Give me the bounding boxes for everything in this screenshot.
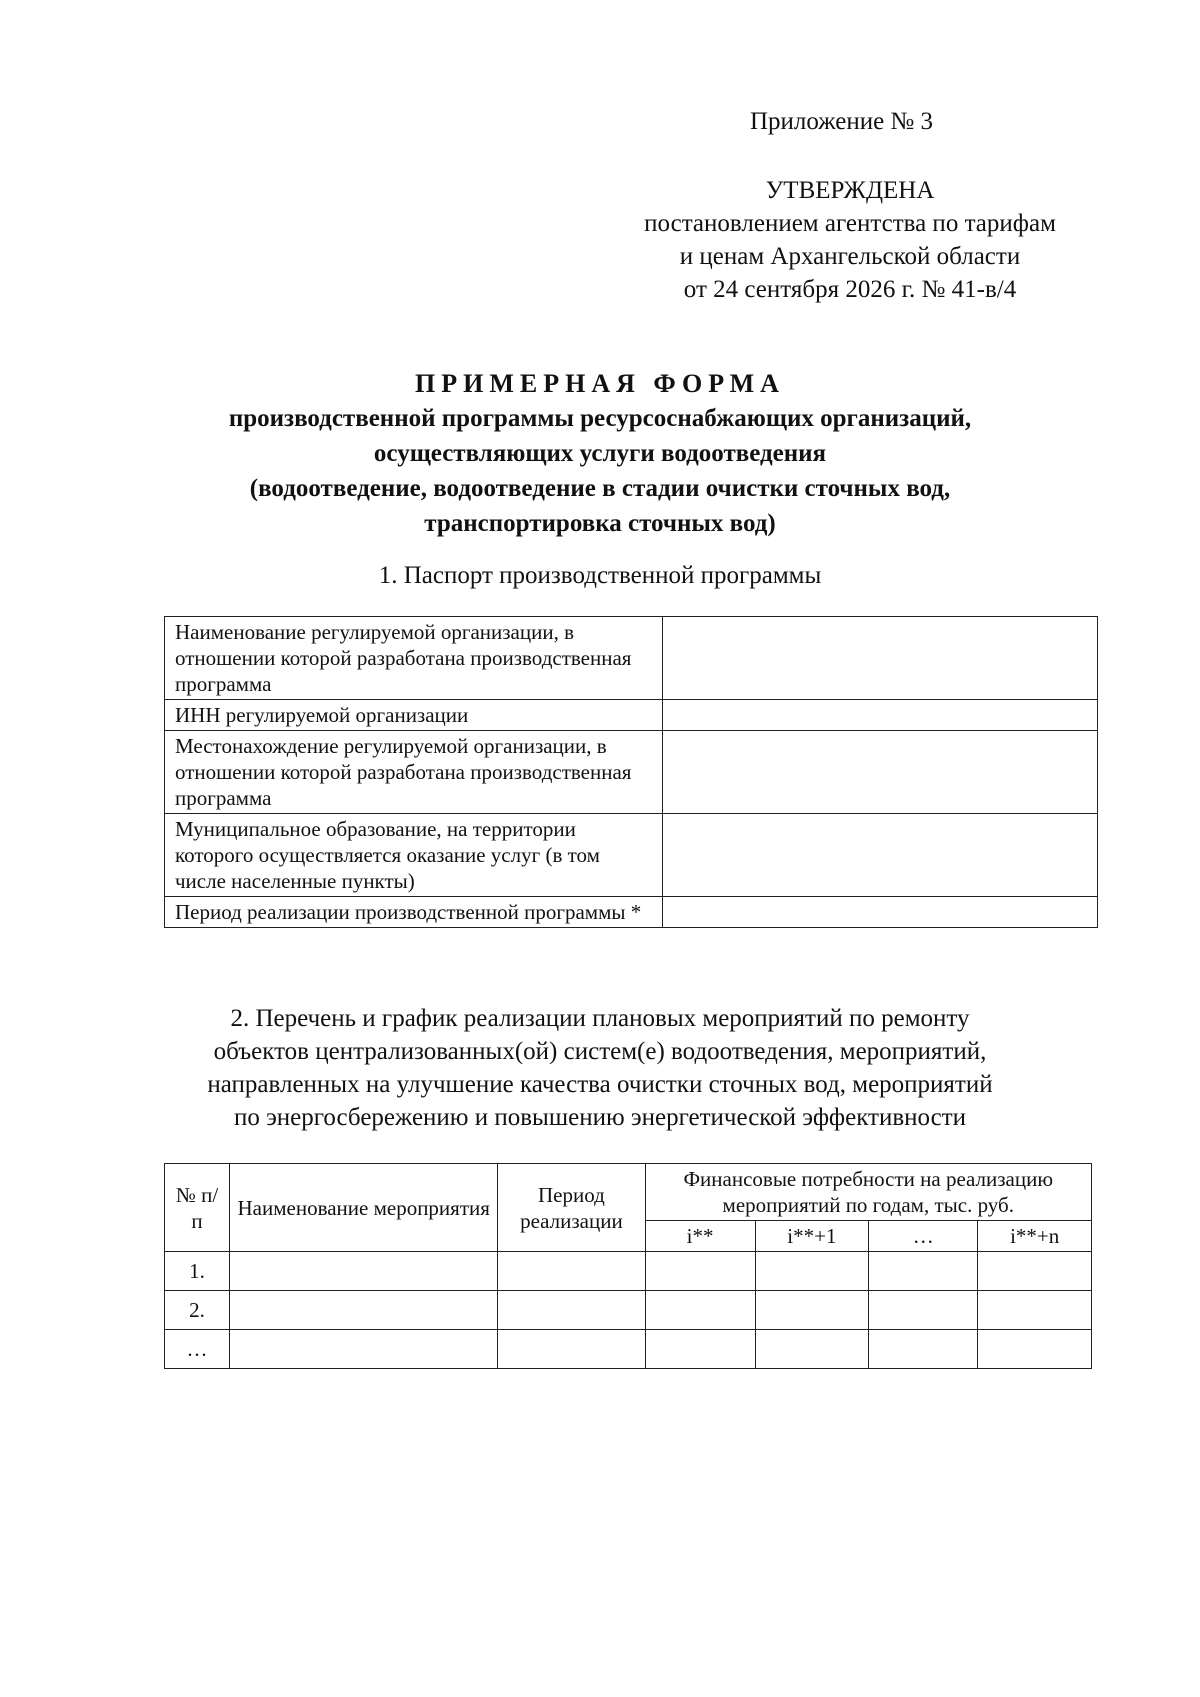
table-cell — [230, 1330, 498, 1369]
passport-value — [663, 897, 1098, 928]
header-finance: Финансовые потребности на реализацию мероприятий по годам, тыс. руб. — [645, 1164, 1092, 1221]
table-cell — [230, 1291, 498, 1330]
table-cell — [978, 1330, 1092, 1369]
section2-title-line: 2. Перечень и график реализации плановых мероприятий по ремонту — [230, 1005, 970, 1032]
table-cell — [645, 1291, 755, 1330]
table-cell — [755, 1252, 869, 1291]
table-cell — [645, 1252, 755, 1291]
section2-title — [140, 1002, 1060, 1134]
passport-label: Муниципальное образование, на территории которого осуществляется оказание услуг (в том числе населенные пункты) — [165, 814, 663, 897]
table-cell — [755, 1330, 869, 1369]
form-title — [150, 366, 1050, 541]
header-period: Период реализации — [498, 1164, 645, 1252]
table-header-row — [165, 1164, 1092, 1221]
row-number: 2. — [165, 1291, 230, 1330]
section2-title-line: направленных на улучшение качества очистки сточных вод, мероприятий — [207, 1071, 993, 1098]
table-cell — [978, 1252, 1092, 1291]
row-number: 1. — [165, 1252, 230, 1291]
approval-line: и ценам Архангельской области — [679, 243, 1021, 270]
table-cell — [498, 1291, 645, 1330]
approval-date-line: от 24 сентября 2026 г. № 41-в/4 — [683, 276, 1017, 303]
table-row — [165, 897, 1098, 928]
passport-value — [663, 814, 1098, 897]
table-cell — [498, 1252, 645, 1291]
passport-label: Наименование регулируемой организации, в отношении которой разработана производственная программа — [165, 617, 663, 700]
form-title-line: осуществляющих услуги водоотведения — [373, 440, 827, 467]
passport-value — [663, 700, 1098, 731]
table-cell — [869, 1291, 978, 1330]
section2-title-line: по энергосбережению и повышению энергетической эффективности — [233, 1104, 967, 1131]
table-row — [165, 1330, 1092, 1369]
table-cell — [869, 1330, 978, 1369]
passport-label: ИНН регулируемой организации — [165, 700, 663, 731]
section1-title: 1. Паспорт производственной программы — [378, 562, 822, 589]
passport-value — [663, 731, 1098, 814]
header-year: i** — [645, 1221, 755, 1252]
table-cell — [230, 1252, 498, 1291]
form-title-line: (водоотведение, водоотведение в стадии очистки сточных вод, — [249, 475, 951, 502]
table-cell — [498, 1330, 645, 1369]
table-cell — [755, 1291, 869, 1330]
passport-table — [164, 616, 1098, 928]
approval-heading: УТВЕРЖДЕНА — [765, 177, 935, 204]
header-number: № п/п — [165, 1164, 230, 1252]
approval-line: постановлением агентства по тарифам — [644, 210, 1056, 237]
table-cell — [645, 1330, 755, 1369]
header-name: Наименование мероприятия — [230, 1164, 498, 1252]
approval-block — [600, 174, 1100, 306]
annex-number: Приложение № 3 — [750, 108, 934, 135]
passport-label: Период реализации производственной программы * — [165, 897, 663, 928]
form-title-line: транспортировка сточных вод) — [424, 510, 776, 537]
passport-value — [663, 617, 1098, 700]
header-year: i**+1 — [755, 1221, 869, 1252]
header-year: … — [869, 1221, 978, 1252]
passport-label: Местонахождение регулируемой организации, в отношении которой разработана производственная программа — [165, 731, 663, 814]
table-cell — [978, 1291, 1092, 1330]
table-row — [165, 1252, 1092, 1291]
table-row — [165, 1291, 1092, 1330]
header-year: i**+n — [978, 1221, 1092, 1252]
row-number: … — [165, 1330, 230, 1369]
table-row — [165, 731, 1098, 814]
section2-title-line: объектов централизованных(ой) систем(е) водоотведения, мероприятий, — [213, 1038, 987, 1065]
measures-table — [164, 1163, 1092, 1369]
table-row — [165, 617, 1098, 700]
form-title-line: производственной программы ресурсоснабжающих организаций, — [228, 405, 972, 432]
table-row — [165, 700, 1098, 731]
table-row — [165, 814, 1098, 897]
table-cell — [869, 1252, 978, 1291]
form-title-heading: ПРИМЕРНАЯ ФОРМА — [415, 369, 785, 398]
